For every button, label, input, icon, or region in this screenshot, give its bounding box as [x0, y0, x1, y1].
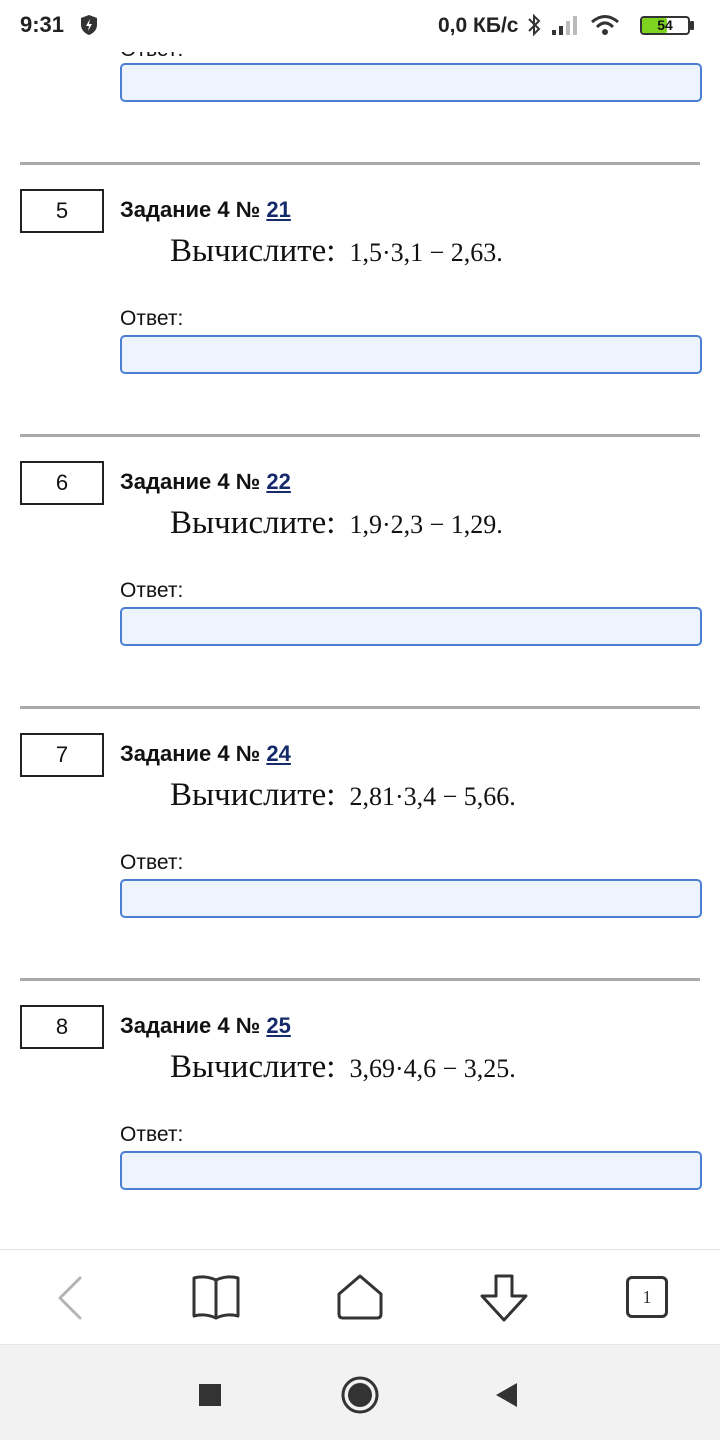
answer-input[interactable] [120, 1151, 702, 1190]
problem-word: Вычислите: [170, 777, 336, 813]
problem-word: Вычислите: [170, 505, 336, 541]
task-link[interactable]: 22 [266, 469, 291, 494]
bluetooth-icon [526, 13, 542, 37]
problem-word: Вычислите: [170, 1049, 336, 1085]
task-title [120, 1013, 291, 1039]
tabs-button[interactable] [620, 1272, 676, 1324]
problem-statement [170, 777, 516, 814]
back-triangle-icon[interactable] [486, 1373, 530, 1417]
problem-statement [170, 505, 503, 542]
answer-input[interactable] [120, 879, 702, 918]
task-title [120, 469, 291, 495]
system-nav-bar [0, 1344, 720, 1440]
divider [20, 434, 700, 437]
battery-tip [690, 21, 694, 30]
task-title [120, 741, 291, 767]
download-icon[interactable] [476, 1272, 532, 1324]
task-number-box: 7 [20, 733, 104, 777]
recents-square-icon[interactable] [188, 1373, 232, 1417]
problem-statement [170, 1049, 516, 1086]
answer-label: Ответ: [120, 1123, 184, 1146]
task-number-box: 6 [20, 461, 104, 505]
status-bar [0, 0, 720, 52]
signal-icon [550, 14, 580, 36]
task-link[interactable]: 21 [266, 197, 291, 222]
home-icon[interactable] [332, 1272, 388, 1324]
task-title-text: Задание 4 № [120, 197, 261, 222]
battery-icon [640, 16, 690, 35]
task-title-text: Задание 4 № [120, 1013, 261, 1038]
answer-input[interactable] [120, 607, 702, 646]
task-link[interactable]: 24 [266, 741, 291, 766]
problem-statement [170, 233, 503, 270]
answer-label: Ответ: [120, 579, 184, 602]
task-link[interactable]: 25 [266, 1013, 291, 1038]
task-title-text: Задание 4 № [120, 741, 261, 766]
problem-expression: 3,69·4,6 − 3,25. [349, 1054, 516, 1083]
battery-level: 54 [657, 17, 673, 33]
task-number-box: 5 [20, 189, 104, 233]
task-title [120, 197, 291, 223]
tab-count: 1 [626, 1276, 668, 1318]
prev-answer-input[interactable] [120, 63, 702, 102]
divider [20, 162, 700, 165]
bookmarks-icon[interactable] [188, 1272, 244, 1324]
answer-label: Ответ: [120, 851, 184, 874]
problem-word: Вычислите: [170, 233, 336, 269]
task-title-text: Задание 4 № [120, 469, 261, 494]
browser-toolbar [0, 1249, 720, 1344]
back-icon[interactable] [44, 1272, 100, 1324]
task-6 [0, 461, 720, 733]
task-5 [0, 189, 720, 461]
answer-label: Ответ: [120, 307, 184, 330]
network-speed: 0,0 КБ/с [438, 14, 519, 37]
wifi-icon [590, 14, 620, 36]
home-circle-icon[interactable] [338, 1373, 382, 1417]
problem-expression: 2,81·3,4 − 5,66. [349, 782, 516, 811]
problem-expression: 1,5·3,1 − 2,63. [349, 238, 503, 267]
clock: 9:31 [20, 12, 65, 37]
divider [20, 706, 700, 709]
shield-bolt-icon [79, 14, 99, 36]
problem-expression: 1,9·2,3 − 1,29. [349, 510, 503, 539]
task-number-box: 8 [20, 1005, 104, 1049]
divider [20, 978, 700, 981]
task-8 [0, 1005, 720, 1277]
answer-input[interactable] [120, 335, 702, 374]
task-7 [0, 733, 720, 1005]
